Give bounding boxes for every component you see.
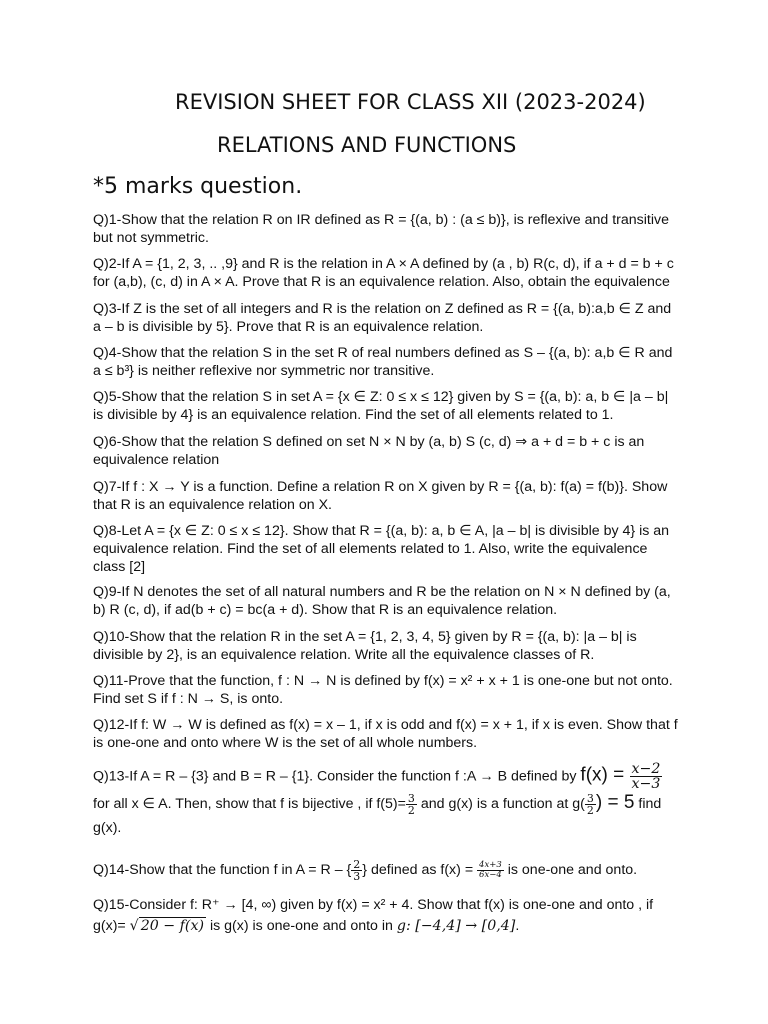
q13-numerator: x−2 bbox=[631, 761, 661, 777]
q13-fx: f(x) = bbox=[580, 764, 630, 786]
q13-g-fraction bbox=[585, 793, 596, 816]
question-3: Q)3-If Z is the set of all integers and R is the relation on Z defined as R = {(a, b):a,b ∈ Z and a – b is divisible by 5}. Prove that R is an equivalence relation. bbox=[93, 301, 672, 335]
q13-g-numerator: 3 bbox=[586, 792, 594, 806]
q14-set-numerator: 2 bbox=[353, 857, 361, 871]
q13-text-e: find g(x). bbox=[93, 796, 662, 837]
q14-set-fraction bbox=[351, 859, 362, 882]
question-7: Q)7-If f : X → Y is a function. Define a relation R on X given by R = {(a, b): f(a) = f(b)}. Show that R is an equivalence relation on X. bbox=[93, 479, 668, 513]
question-15 bbox=[93, 895, 678, 937]
q15-text-a: Q)15-Consider f: R⁺ → [4, ∞) given by f(x) = x² + 4. Show that f(x) is one-one and onto , if g(x)= bbox=[93, 897, 654, 934]
q13-denominator: x−3 bbox=[631, 776, 661, 793]
question-14 bbox=[93, 858, 678, 882]
q14-text-a: Q)14-Show that the function f in A = R – { bbox=[93, 862, 352, 878]
question-6: Q)6-Show that the relation S defined on set N × N by (a, b) S (c, d) ⇒ a + d = b + c is an equivalence relation bbox=[93, 434, 645, 468]
q13-text-a: Q)13-If A = R – {3} and B = R – {1}. Consider the function f :A → B defined by bbox=[93, 768, 581, 785]
q14-numerator: 4x+3 bbox=[479, 860, 502, 871]
q13-f5-denominator: 2 bbox=[407, 804, 415, 818]
q15-radicand: 20 − f(x) bbox=[140, 918, 205, 934]
q14-text-c: is one-one and onto. bbox=[503, 862, 638, 878]
q13-f5-numerator: 3 bbox=[407, 792, 415, 806]
q13-fraction bbox=[630, 762, 663, 791]
q15-sqrt-sign: √ bbox=[129, 918, 139, 934]
q14-fraction bbox=[477, 861, 504, 879]
q14-set-denominator: 3 bbox=[353, 869, 361, 883]
q13-g-denominator: 2 bbox=[586, 804, 594, 818]
title: REVISION SHEET FOR CLASS XII (2023-2024) bbox=[175, 90, 646, 114]
q13-text-c: and g(x) is a function at g( bbox=[416, 796, 585, 813]
question-5: Q)5-Show that the relation S in set A = {x ∈ Z: 0 ≤ x ≤ 12} given by S = {(a, b): a, b ∈ |a – b| is divisible by 4} is an equivalence relation. Find the set of all elements related to 1. bbox=[93, 389, 669, 423]
question-12: Q)12-If f: W → W is defined as f(x) = x – 1, if x is odd and f(x) = x + 1, if x is even. Show that f is one-one and onto where W is the set of all whole numbers. bbox=[93, 717, 678, 751]
question-9: Q)9-If N denotes the set of all natural numbers and R be the relation on N × N defined by (a, b) R (c, d), if ad(b + c) = bc(a + d). Show that R is an equivalence relation. bbox=[93, 584, 671, 618]
q14-text-b: } defined as f(x) = bbox=[362, 862, 478, 878]
section-heading: *5 marks question. bbox=[93, 174, 303, 199]
q15-text-c: . bbox=[515, 918, 520, 934]
question-8: Q)8-Let A = {x ∈ Z: 0 ≤ x ≤ 12}. Show that R = {(a, b): a, b ∈ A, |a – b| is divisible by 4} is an equivalence relation. Find the set of all elements related to 1. Also, write the equivalence class [2] bbox=[93, 523, 670, 575]
question-4: Q)4-Show that the relation S in the set R of real numbers defined as S – {(a, b): a,b ∈ R and a ≤ b³} is neither reflexive nor symmetric nor transitive. bbox=[93, 345, 673, 379]
q15-text-b: is g(x) is one-one and onto in bbox=[206, 918, 397, 934]
question-11: Q)11-Prove that the function, f : N → N is defined by f(x) = x² + x + 1 is one-one but not onto. Find set S if f : N → S, is onto. bbox=[93, 673, 673, 707]
subtitle: RELATIONS AND FUNCTIONS bbox=[217, 133, 517, 157]
question-13 bbox=[93, 762, 678, 840]
question-2: Q)2-If A = {1, 2, 3, .. ,9} and R is the relation in A × A defined by (a , b) R(c, d), if a + d = b + c for (a,b), (c, d) in A × A. Prove that R is an equivalence relation. Also, obtain the equivalence bbox=[93, 256, 674, 290]
q13-text-d: ) = 5 bbox=[595, 792, 635, 814]
question-10: Q)10-Show that the relation R in the set A = {1, 2, 3, 4, 5} given by R = {(a, b): |a – b| is divisible by 2}, is an equivalence relation. Write all the equivalence classes of R. bbox=[93, 629, 637, 663]
question-1: Q)1-Show that the relation R on IR defined as R = {(a, b) : (a ≤ b)}, is reflexive and transitive but not symmetric. bbox=[93, 212, 669, 246]
q13-text-b: for all x ∈ A. Then, show that f is bijective , if f(5)= bbox=[93, 796, 406, 813]
q13-f5-fraction bbox=[406, 793, 417, 816]
q14-denominator: 6x−4 bbox=[479, 869, 502, 880]
q15-domain: g: [−4,4] → [0,4] bbox=[396, 918, 516, 934]
